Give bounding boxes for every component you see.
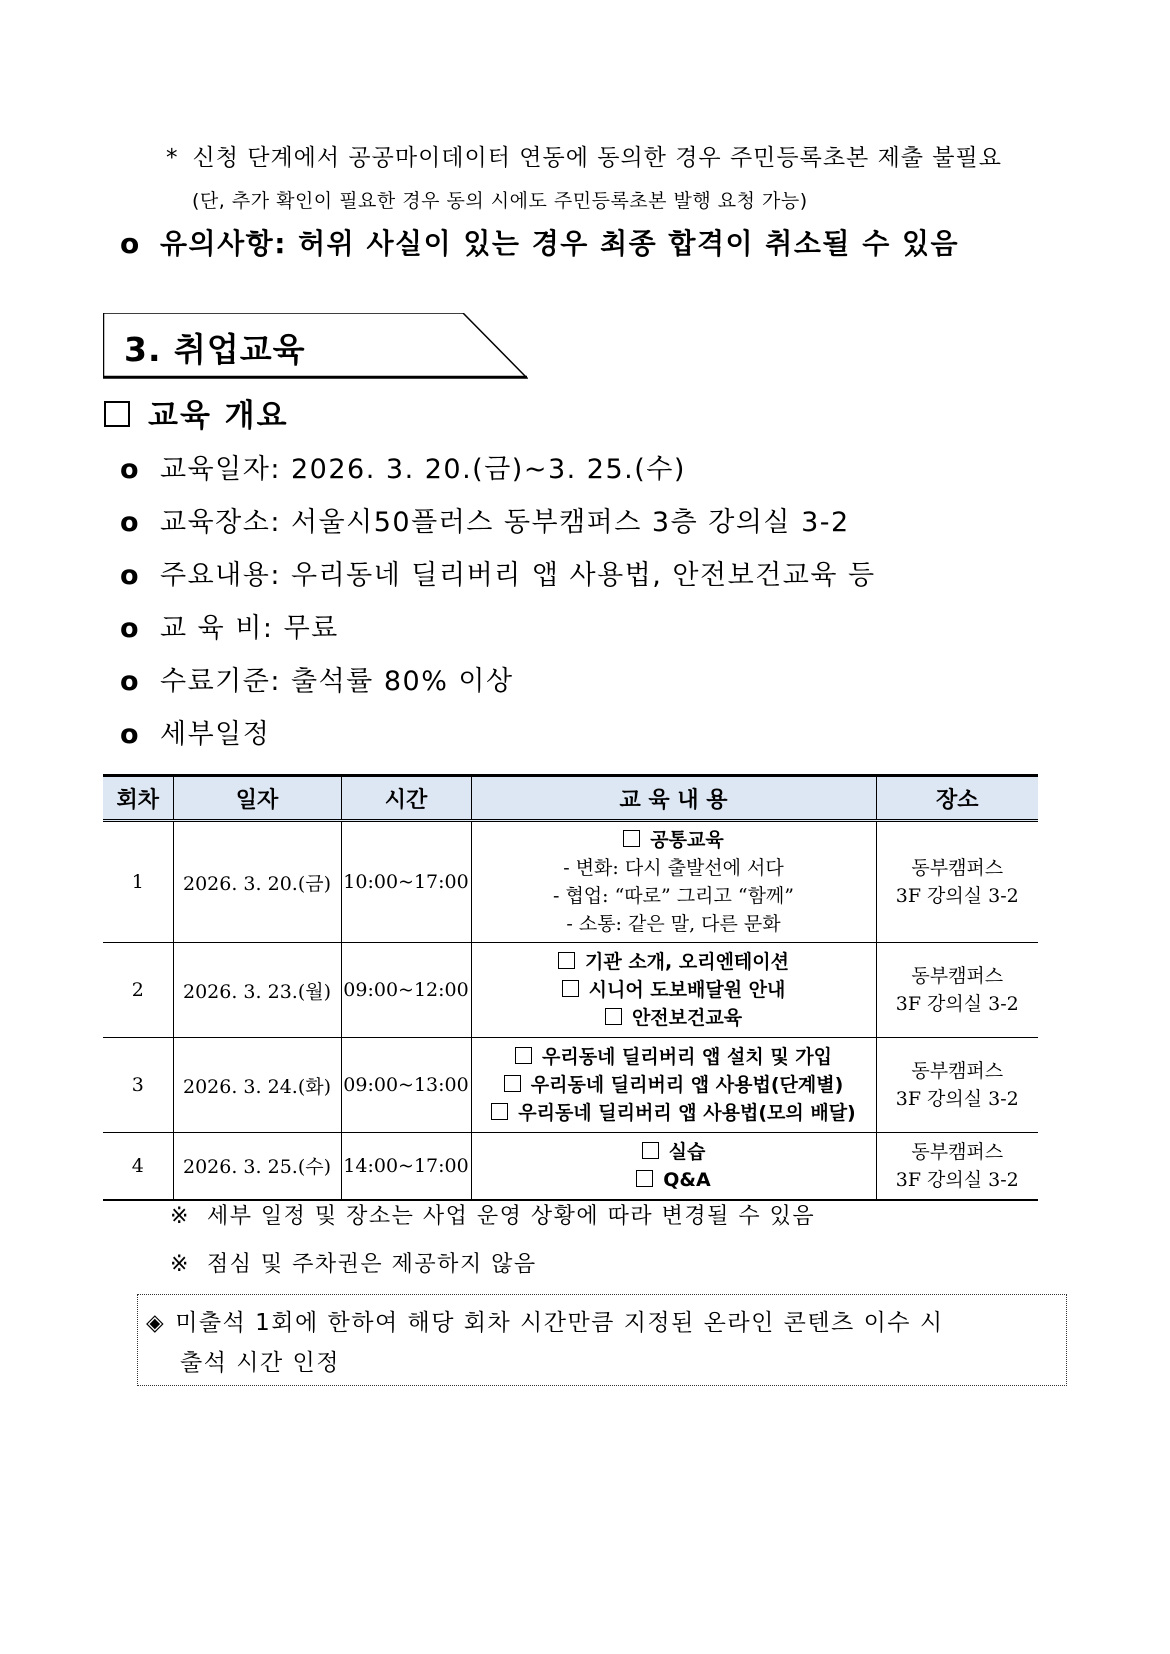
content-line: - 변화: 다시 출발선에 서다 [563, 857, 784, 879]
header-place: 장소 [876, 776, 1038, 821]
cell-time: 10:00~17:00 [341, 821, 471, 943]
table-row [103, 821, 1038, 943]
cell-round: 3 [103, 1038, 173, 1133]
overview-item [120, 659, 514, 698]
cell-time: 09:00~13:00 [341, 1038, 471, 1133]
overview-heading [104, 390, 289, 435]
checkbox-icon [558, 952, 575, 969]
footnote [170, 1199, 815, 1230]
section-title: 3. 취업교육 [124, 330, 306, 369]
cell-content [471, 943, 876, 1038]
overview-heading-text: 교육 개요 [148, 398, 289, 434]
notice-box [137, 1294, 1067, 1386]
place-line: 동부캠퍼스 [911, 965, 1004, 987]
cell-content [471, 1038, 876, 1133]
header-round: 회차 [103, 776, 173, 821]
content-text: 시니어 도보배달원 안내 [588, 979, 786, 1001]
content-text: 공통교육 [650, 829, 724, 851]
overview-item-text: 교육장소: 서울시50플러스 동부캠퍼스 3층 강의실 3-2 [160, 507, 850, 538]
checkbox-icon [504, 1075, 521, 1092]
footnote [170, 1247, 537, 1278]
checkbox-icon [642, 1142, 659, 1159]
content-text: Q&A [663, 1168, 711, 1191]
table-row [103, 1133, 1038, 1200]
checkbox-icon [491, 1103, 508, 1120]
bullet-mark: o [120, 560, 141, 591]
notice-line [146, 1303, 1056, 1343]
content-line [472, 1071, 876, 1099]
checkbox-icon [623, 830, 640, 847]
cell-place [876, 821, 1038, 943]
overview-item-text: 교 육 비: 무료 [160, 613, 339, 644]
bullet-mark: o [120, 454, 141, 485]
content-text: 우리동네 딜리버리 앱 사용법(모의 배달) [518, 1102, 856, 1124]
content-line [472, 1166, 876, 1194]
note-sub-text: (단, 추가 확인이 필요한 경우 동의 시에도 주민등록초본 발행 요청 가능) [192, 190, 808, 212]
content-line [472, 826, 876, 854]
cell-round: 1 [103, 821, 173, 943]
place-line: 동부캠퍼스 [911, 1140, 1004, 1163]
footnote-text: 세부 일정 및 장소는 사업 운영 상황에 따라 변경될 수 있음 [206, 1204, 816, 1229]
table-header-row [103, 776, 1038, 821]
cell-date: 2026. 3. 20.(금) [173, 821, 341, 943]
header-date: 일자 [173, 776, 341, 821]
bullet-mark: o [120, 719, 141, 750]
notice-text [146, 1303, 1056, 1383]
content-line [472, 948, 876, 976]
cell-place [876, 943, 1038, 1038]
checkbox-icon [515, 1047, 532, 1064]
cell-round: 2 [103, 943, 173, 1038]
content-line: - 협업: “따로” 그리고 “함께” [552, 885, 795, 907]
table-row [103, 943, 1038, 1038]
cell-time: 09:00~12:00 [341, 943, 471, 1038]
footnote-mark: ※ [170, 1252, 190, 1277]
bullet-mark: o [120, 666, 141, 697]
overview-item [120, 553, 876, 592]
checkbox-icon [605, 1008, 622, 1025]
place-line: 3F 강의실 3-2 [895, 993, 1019, 1015]
content-text: 우리동네 딜리버리 앱 설치 및 가입 [541, 1046, 833, 1068]
overview-item [120, 500, 850, 539]
bullet-mark: o [120, 613, 141, 644]
place-line: 3F 강의실 3-2 [895, 885, 1019, 907]
note-line [166, 139, 1002, 172]
diamond-icon: ◈ [146, 1310, 166, 1336]
place-line: 동부캠퍼스 [911, 857, 1004, 879]
caution-line [120, 222, 959, 262]
notice-line-1: 미출석 1회에 한하여 해당 회차 시간만큼 지정된 온라인 콘텐츠 이수 시 [175, 1310, 944, 1336]
bullet-mark: o [120, 227, 141, 260]
overview-item [120, 712, 270, 751]
footnote-mark: ※ [170, 1204, 190, 1229]
content-line [472, 976, 876, 1004]
content-text: 우리동네 딜리버리 앱 사용법(단계별) [530, 1074, 844, 1096]
notice-line-2: 출석 시간 인정 [180, 1350, 340, 1376]
caution-text: 유의사항: 허위 사실이 있는 경우 최종 합격이 취소될 수 있음 [160, 227, 960, 260]
content-text: 기관 소개, 오리엔테이션 [585, 951, 789, 973]
footnote-text: 점심 및 주차권은 제공하지 않음 [206, 1252, 537, 1277]
cell-place [876, 1038, 1038, 1133]
cell-date: 2026. 3. 23.(월) [173, 943, 341, 1038]
table-row [103, 1038, 1038, 1133]
cell-place [876, 1133, 1038, 1200]
checkbox-icon [636, 1170, 653, 1187]
cell-content [471, 821, 876, 943]
overview-item-text: 교육일자: 2026. 3. 20.(금)~3. 25.(수) [160, 454, 686, 485]
cell-time: 14:00~17:00 [341, 1133, 471, 1200]
place-line: 동부캠퍼스 [911, 1060, 1004, 1082]
square-icon [104, 401, 130, 427]
content-line [472, 1138, 876, 1166]
content-line [472, 1004, 876, 1032]
header-content: 교 육 내 용 [471, 776, 876, 821]
content-line [472, 1099, 876, 1127]
schedule-table [103, 774, 1038, 1201]
place-line: 3F 강의실 3-2 [895, 1168, 1019, 1191]
content-text: 안전보건교육 [631, 1007, 743, 1029]
note-main-text: 신청 단계에서 공공마이데이터 연동에 동의한 경우 주민등록초본 제출 불필요 [192, 145, 1002, 171]
checkbox-icon [562, 980, 579, 997]
cell-content [471, 1133, 876, 1200]
content-line: - 소통: 같은 말, 다른 문화 [566, 913, 781, 935]
overview-item-text: 세부일정 [160, 719, 271, 750]
bullet-mark: o [120, 507, 141, 538]
overview-item-text: 수료기준: 출석률 80% 이상 [160, 666, 514, 697]
header-time: 시간 [341, 776, 471, 821]
place-line: 3F 강의실 3-2 [895, 1088, 1019, 1110]
overview-item [120, 447, 686, 486]
cell-date: 2026. 3. 24.(화) [173, 1038, 341, 1133]
cell-date: 2026. 3. 25.(수) [173, 1133, 341, 1200]
cell-round: 4 [103, 1133, 173, 1200]
note-star: * [166, 145, 179, 171]
content-text: 실습 [668, 1140, 706, 1163]
content-line [472, 1043, 876, 1071]
overview-item-text: 주요내용: 우리동네 딜리버리 앱 사용법, 안전보건교육 등 [160, 560, 876, 591]
overview-item [120, 606, 339, 645]
